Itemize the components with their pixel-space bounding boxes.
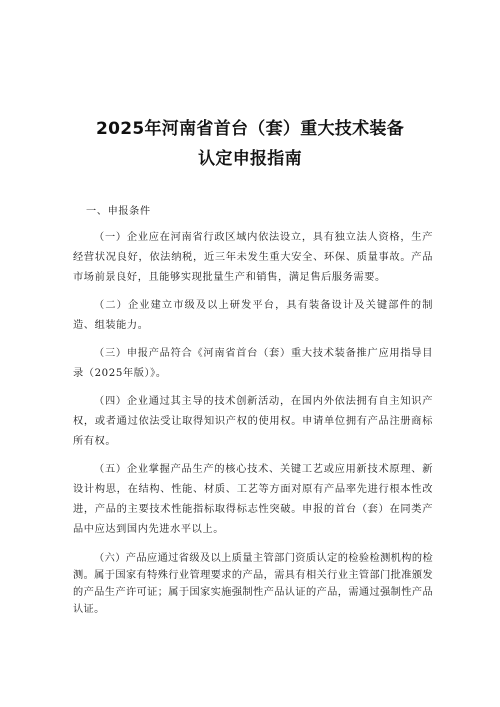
paragraph-condition-5: （五）企业掌握产品生产的核心技术、关键工艺或应用新技术原理、新设计构思，在结构、性能、材质、工艺等方面对原有产品率先进行根本性改进，产品的主要技术性能指标取得标志性突破。申报的首台（套）在同类产品中应达到国内先进水平以上。	[73, 464, 433, 535]
paragraph-condition-2: （二）企业建立市级及以上研发平台，具有装备设计及关键部件的制造、组装能力。	[73, 300, 433, 331]
section-heading-application-conditions: 一、申报条件	[86, 206, 151, 217]
paragraph-condition-1: （一）企业应在河南省行政区域内依法设立，具有独立法人资格，生产经营状况良好，依法纳税，近三年未发生重大安全、环保、质量事故。产品市场前景良好，且能够实现批量生产和销售，满足售后服务需要。	[73, 232, 433, 283]
paragraph-condition-3: （三）申报产品符合《河南省首台（套）重大技术装备推广应用指导目录（2025年版）》。	[73, 348, 433, 379]
document-title	[0, 114, 500, 174]
paragraph-condition-6: （六）产品应通过省级及以上质量主管部门资质认定的检验检测机构的检测。属于国家有特殊行业管理要求的产品，需具有相关行业主管部门批准颁发的产品生产许可证；属于国家实施强制性产品认证的产品，需通过强制性产品认证。	[73, 553, 433, 615]
title-line-2: 认定申报指南	[198, 149, 302, 169]
title-line-1: 2025年河南省首台（套）重大技术装备	[95, 119, 404, 139]
document-body	[73, 204, 433, 626]
paragraph-condition-4: （四）企业通过其主导的技术创新活动，在国内外依法拥有自主知识产权，或者通过依法受让取得知识产权的使用权。申请单位拥有产品注册商标所有权。	[73, 396, 433, 447]
